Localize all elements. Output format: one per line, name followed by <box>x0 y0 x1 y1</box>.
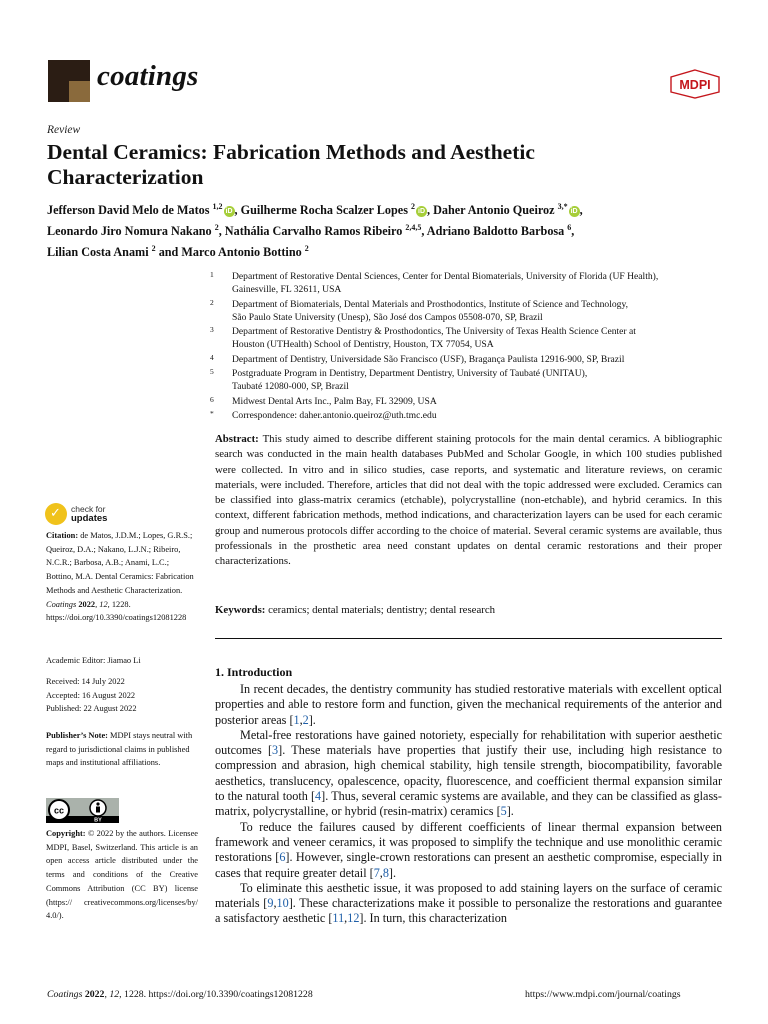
intro-paragraph <box>215 881 722 927</box>
abstract <box>215 432 722 570</box>
author-separator: , <box>218 224 225 239</box>
author-affiliation-sup: 2 <box>411 202 415 211</box>
citation-block: Citation: de Matos, J.D.M.; Lopes, G.R.S.; Queiroz, D.A.; Nakano, L.J.N.; Ribeiro, N.C.R.; Barbosa, A.B.; Anami, L.C.; Bottino, M.A. Dental Ceramics: Fabrication Methods and Aesthetic Characterization. Coatings 2022, 12, 1228. https://doi.org/10.3390/coatings12081228 <box>46 531 194 623</box>
affiliation-line: Taubaté 12080-000, SP, Brazil <box>232 381 349 392</box>
affiliation-item <box>210 298 730 324</box>
cc-label: cc <box>53 805 65 816</box>
author-affiliation-sup: 6 <box>567 223 572 233</box>
reference-link[interactable]: 1 <box>293 712 300 727</box>
intro-text: ]. <box>308 712 316 727</box>
author-separator: and <box>155 245 182 260</box>
author-name: Jefferson David Melo de Matos <box>47 203 210 218</box>
affiliation-line: Correspondence: daher.antonio.queiroz@uth.tmc.edu <box>232 410 437 421</box>
affiliation-number: 4 <box>210 352 214 362</box>
reference-link[interactable]: 7 <box>373 865 380 880</box>
affiliation-number: * <box>210 409 214 418</box>
keywords-label: Keywords: <box>215 604 266 616</box>
author-affiliation-sup: 1,2 <box>212 202 223 211</box>
copyright-block: Copyright: © 2022 by the authors. Licensee MDPI, Basel, Switzerland. This article is an open access article distributed under the terms and conditions of the Creative Commons Attribution (CC BY) license (https:// creativecommons.org/licenses/by/ 4.0/). <box>46 829 198 921</box>
section-heading-introduction: 1. Introduction <box>215 665 293 679</box>
abstract-label: Abstract: <box>215 433 259 445</box>
affiliation-item <box>210 325 730 351</box>
intro-text: In recent decades, the dentistry community has studied restorative materials with excellent optical properties and able to restore form and function, given the mechanical requirements of the anterior and posterior areas [ <box>215 682 722 727</box>
affiliation-line: Postgraduate Program in Dentistry, Department Dentistry, University of Taubaté (UNITAU), <box>232 368 588 379</box>
author-name: Leonardo Jiro Nomura Nakano <box>47 224 212 239</box>
section-divider <box>215 638 722 639</box>
checkmark-icon: ✓ <box>50 506 61 521</box>
abstract-text: This study aimed to describe different staining protocols for the main dental ceramics. A bibliographic search was conducted in the main health databases PubMed and Scholar Google, in which 100 studies published were collected. In vitro and in silico studies, case reports, and systematic and literature reviews, on ceramic materials, were included. Therefore, articles that did not deal with the topic addressed were excluded. Ceramics can be classified into glass-matrix ceramics (etchable), polycrystalline (non-etchable), and hybrid ceramics. In this context, different fabrication methods, method indications, and characterization layers can be used for each ceramic group and numerous protocols differ according to the choice of material. Several ceramic systems are available, thus professionals in the prosthetic area need constant updates on dental ceramic restorations and their proper characterizations. <box>215 433 722 568</box>
coatings-logo-icon <box>48 60 90 102</box>
reference-link[interactable]: 9 <box>267 896 274 911</box>
intro-text: ]. In turn, this characterization <box>359 911 507 926</box>
intro-text: ]. <box>388 865 397 880</box>
accepted-date: Accepted: 16 August 2022 <box>46 690 136 700</box>
author-name: Lilian Costa Anami <box>47 245 149 260</box>
affiliation-item <box>210 270 730 296</box>
author-separator: , <box>234 203 241 218</box>
affiliation-line: São Paulo State University (Unesp), São José dos Campos 05508-070, SP, Brazil <box>232 311 543 323</box>
received-date: Received: 14 July 2022 <box>46 677 125 686</box>
journal-name: coatings <box>97 60 199 92</box>
article-type: Review <box>47 124 81 136</box>
intro-text: ]. Thus, several ceramic systems are available, and they can be classified as glass-matrix, polycrystalline, or hybrid (resin-matrix) ceramics [ <box>215 789 722 819</box>
affiliations <box>210 270 730 422</box>
citation-doi-link[interactable]: , 1228. https://doi.org/10.3390/coatings12081228 <box>46 599 187 623</box>
footer-journal-url[interactable]: https://www.mdpi.com/journal/coatings <box>525 989 681 1000</box>
affiliation-item <box>210 367 730 393</box>
author-separator: , <box>421 224 427 239</box>
author-name: Guilherme Rocha Scalzer Lopes <box>240 203 408 218</box>
check-updates-label: check for updates <box>71 504 108 524</box>
cc-by-label: BY <box>94 817 102 823</box>
reference-link[interactable]: 6 <box>279 850 286 865</box>
reference-link[interactable]: 2 <box>302 712 309 727</box>
publisher-note: Publisher’s Note: MDPI stays neutral with regard to jurisdictional claims in published maps and institutional affiliations. <box>46 731 193 768</box>
author-name: Adriano Baldotto Barbosa <box>426 224 565 239</box>
intro-text: ]. These materials have properties that justify their use, including high resistance to compression and abrasion, high chemical stability, high tensile strength, biocompatibility, favorable aesthetics, translucency, opalescence, opacity, fluorescence, and coefficient thermal expansion similar to the natural tooth [ <box>215 743 722 804</box>
reference-link[interactable]: 12 <box>347 911 360 926</box>
introduction-body <box>215 682 722 927</box>
affiliation-line: Department of Restorative Dentistry & Prosthodontics, The University of Texas Health Science Center at <box>232 326 636 337</box>
intro-text: , <box>299 712 303 727</box>
affiliation-line: Gainesville, FL 32611, USA <box>232 284 342 295</box>
mdpi-logo-icon <box>669 69 721 99</box>
intro-paragraph <box>215 820 722 881</box>
keywords <box>215 604 722 616</box>
reference-link[interactable]: 3 <box>272 743 279 758</box>
reference-link[interactable]: 10 <box>276 896 289 911</box>
author-affiliation-sup: 2 <box>304 244 309 254</box>
author-separator: , <box>571 224 575 239</box>
affiliation-line: Department of Dentistry, Universidade São Francisco (USF), Bragança Paulista 12916-900, SP, Brazil <box>232 353 625 365</box>
intro-text: ]. <box>506 804 514 819</box>
affiliation-number: 6 <box>210 394 214 404</box>
author-affiliation-sup: 2 <box>151 244 156 254</box>
intro-text: Metal-free restorations have gained notoriety, especially for rehabilitation with superior aesthetic outcomes [ <box>215 727 722 758</box>
orcid-icon[interactable]: iD <box>225 208 233 216</box>
affiliation-number: 2 <box>210 297 214 307</box>
affiliation-number: 1 <box>210 270 214 279</box>
affiliation-line: Houston (UTHealth) School of Dentistry, Houston, TX 77054, USA <box>232 339 494 350</box>
intro-text: To eliminate this aesthetic issue, it was proposed to add staining layers on the surface of ceramic materials [ <box>215 880 722 911</box>
article-title: Dental Ceramics: Fabrication Methods and Aesthetic Characterization <box>47 140 535 189</box>
reference-link[interactable]: 8 <box>382 865 389 880</box>
affiliation-number: 5 <box>210 367 214 376</box>
author-list <box>47 198 727 261</box>
affiliation-number: 3 <box>210 325 214 334</box>
author-name: Marco Antonio Bottino <box>181 245 302 260</box>
orcid-icon[interactable]: iD <box>570 208 578 216</box>
intro-text: , <box>273 896 277 911</box>
intro-text: To reduce the failures caused by different coefficients of linear thermal expansion between framework and veneer ceramics, it was proposed to simplify the technique and use monolithic ceramic restorations [ <box>215 819 722 865</box>
intro-text: , <box>344 911 348 926</box>
cc-by-license-icon[interactable] <box>46 798 119 823</box>
intro-text: ]. However, single-crown restorations can present an aesthetic compromise, especially in cases that require greater detail [ <box>215 850 723 880</box>
author-name: Daher Antonio Queiroz <box>433 203 555 218</box>
author-affiliation-sup: 2,4,5 <box>405 223 422 233</box>
affiliation-line: Midwest Dental Arts Inc., Palm Bay, FL 32909, USA <box>232 395 437 407</box>
author-affiliation-sup: 2 <box>214 223 219 233</box>
published-date: Published: 22 August 2022 <box>46 704 137 714</box>
intro-paragraph <box>215 728 722 820</box>
affiliation-line: Department of Restorative Dental Sciences, Center for Dental Biomaterials, University of Florida (UF Health), <box>232 271 659 282</box>
reference-link[interactable]: 5 <box>500 804 507 819</box>
academic-editor: Academic Editor: Jiamao Li <box>46 656 141 665</box>
author-separator: , <box>579 203 583 218</box>
intro-text: , <box>379 865 383 880</box>
mdpi-logo-text: MDPI <box>679 78 711 92</box>
intro-paragraph <box>215 682 722 728</box>
publication-dates <box>46 675 198 716</box>
author-name: Nathália Carvalho Ramos Ribeiro <box>224 224 403 239</box>
footer-citation: Coatings 2022, 12, 1228. https://doi.org/10.3390/coatings12081228 <box>47 989 313 1000</box>
affiliation-item <box>210 395 730 408</box>
reference-link[interactable]: 11 <box>332 911 345 926</box>
affiliation-item <box>210 409 730 422</box>
intro-text: ]. These characterizations make it possible to personalize the restorations and guarantee a satisfactory aesthetic [ <box>215 896 722 926</box>
orcid-icon[interactable]: iD <box>418 208 425 216</box>
author-affiliation-sup: 3,* <box>557 202 568 211</box>
author-separator: , <box>427 203 434 218</box>
affiliation-line: Department of Biomaterials, Dental Materials and Prosthodontics, Institute of Science and Technology, <box>232 298 629 310</box>
reference-link[interactable]: 4 <box>315 789 322 804</box>
affiliation-item <box>210 353 730 366</box>
keywords-text: ceramics; dental materials; dentistry; dental research <box>268 604 496 616</box>
